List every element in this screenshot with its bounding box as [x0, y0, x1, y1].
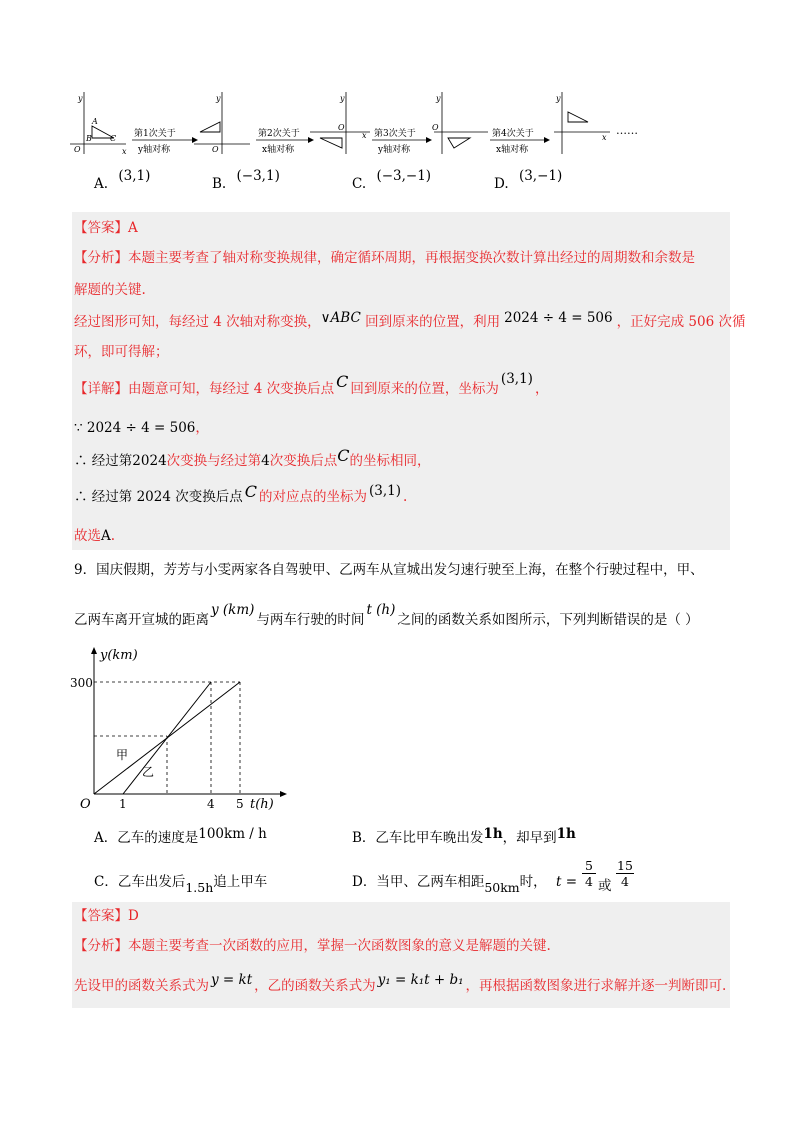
- origin-label: O: [80, 797, 91, 812]
- q9-option-d-t: t =: [556, 874, 578, 890]
- x-tick-1: 1: [119, 797, 127, 811]
- vertex-b: B: [86, 134, 92, 143]
- step2-line2: x轴对称: [262, 145, 295, 155]
- step2-line1: 第2次关于: [258, 129, 300, 139]
- y-axis-label: y(km): [100, 648, 138, 663]
- q8-analysis-line2: 解题的关键.: [74, 282, 146, 298]
- svg-text:y: y: [340, 94, 345, 103]
- svg-text:O: O: [432, 123, 439, 132]
- origin-letter: O: [74, 145, 81, 154]
- q9-function-graph: [70, 646, 290, 814]
- q8-option-b: B. (−3,1): [212, 168, 280, 192]
- q8-answer: 【答案】A: [74, 220, 138, 236]
- q8-detail-line4: ∴ 经过第 2024 次变换后点 C 的对应点的坐标为 (3,1) .: [74, 482, 408, 505]
- q8-analysis-line1: 【分析】本题主要考查了轴对称变换规律，确定循环周期，再根据变换次数计算出经过的周期数和余数是: [74, 250, 695, 266]
- svg-text:O: O: [212, 145, 219, 154]
- step3-line1: 第3次关于: [374, 129, 416, 139]
- axis-y-letter: y: [78, 94, 83, 103]
- label-yi: 乙: [142, 765, 155, 779]
- ellipsis: ……: [616, 124, 638, 137]
- line-yi: [123, 682, 211, 794]
- svg-text:y: y: [556, 94, 561, 103]
- y-tick-300: 300: [70, 676, 93, 690]
- axis-x-letter: x: [122, 147, 127, 156]
- q9-option-a: A．乙车的速度是100km / h: [94, 826, 267, 846]
- step3-line2: y轴对称: [378, 145, 411, 155]
- step4-line1: 第4次关于: [492, 129, 534, 139]
- vertex-c: C: [110, 134, 117, 143]
- step1-line1: 第1次关于: [134, 129, 176, 139]
- q8-option-d: D. (3,−1): [494, 168, 563, 192]
- label-jia: 甲: [116, 748, 129, 762]
- panel-step3: [432, 92, 488, 154]
- svg-text:x: x: [362, 131, 367, 140]
- transformation-figure-strip: [70, 92, 670, 164]
- q9-analysis-line1: 【分析】本题主要考查一次函数的应用，掌握一次函数图象的意义是解题的关键.: [74, 938, 551, 954]
- q8-option-c: C. (−3,−1): [352, 168, 432, 192]
- step4-line2: x轴对称: [496, 145, 529, 155]
- svg-text:y: y: [436, 94, 441, 103]
- x-tick-4: 4: [207, 797, 215, 811]
- svg-text:O: O: [338, 123, 345, 132]
- panel-step2: [310, 92, 370, 154]
- q9-option-c: C．乙车出发后1.5h追上甲车: [94, 874, 268, 895]
- q8-option-a: A. (3,1): [94, 168, 151, 192]
- panel-original: [70, 92, 127, 156]
- vertex-a: A: [92, 117, 98, 126]
- q8-detail-line2: ∵ 2024 ÷ 4 = 506，: [74, 420, 209, 436]
- q9-fraction-15-4: 15 4: [617, 858, 633, 889]
- q8-choose: 故选A.: [74, 528, 116, 544]
- q8-detail-line1: 【详解】由题意可知，每经过 4 次变换后点 C 回到原来的位置，坐标为(3,1)，: [74, 371, 549, 397]
- svg-text:y: y: [216, 94, 221, 103]
- q9-analysis-line2: 先设甲的函数关系式为 y = kt ，乙的函数关系式为 y₁ = k₁t + b₁ ，再根据函数图象进行求解并逐一判断即可.: [74, 972, 727, 994]
- q9-fraction-5-4: 5 4: [582, 858, 596, 889]
- step1-line2: y轴对称: [138, 145, 171, 155]
- q9-stem-line2: 乙两车离开宣城的距离y (km)与两车行驶的时间t (h)之间的函数关系如图所示，下列判断错误的是（ ）: [74, 602, 699, 628]
- q8-analysis-line4: 环，即可得解；: [74, 344, 169, 360]
- x-axis-label: t(h): [250, 797, 274, 812]
- panel-step4: [554, 92, 610, 154]
- panel-step1: [194, 92, 250, 154]
- q9-option-d: D．当甲、乙两车相距50km时，: [352, 874, 547, 895]
- q8-detail-line3: ∴ 经过第2024次变换与经过第4次变换后点C的坐标相同，: [74, 446, 431, 469]
- q9-option-b: B．乙车比甲车晚出发1h，却早到1h: [352, 826, 576, 846]
- q9-or: 或: [598, 878, 612, 894]
- svg-text:x: x: [602, 133, 607, 142]
- x-tick-5: 5: [236, 797, 244, 811]
- q8-analysis-line3: 经过图形可知，每经过 4 次轴对称变换，∨ABC 回到原来的位置，利用 2024 ÷ 4 = 506 ，正好完成 506 次循: [74, 310, 746, 330]
- q9-stem-line1: 9．国庆假期，芳芳与小雯两家各自驾驶甲、乙两车从宣城出发匀速行驶至上海，在整个行驶过程中，甲、: [74, 562, 704, 578]
- q9-answer: 【答案】D: [74, 908, 139, 924]
